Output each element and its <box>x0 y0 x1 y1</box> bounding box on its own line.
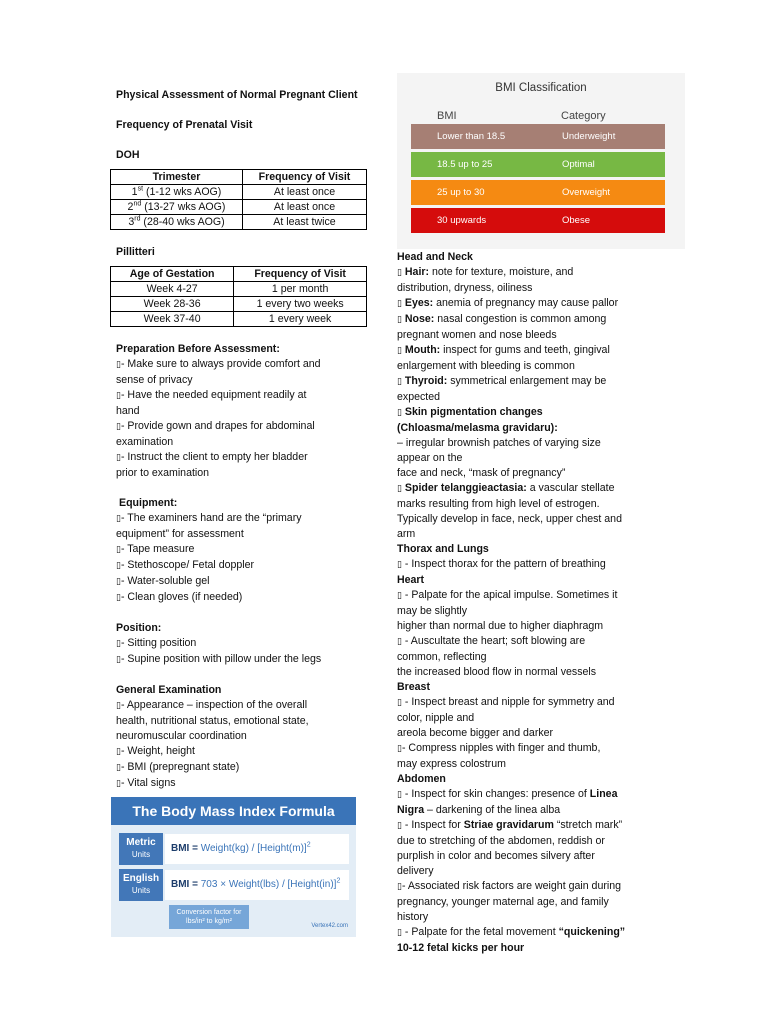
bullet-icon: ▯ <box>397 560 402 570</box>
list-item: appear on the <box>397 452 463 464</box>
list-item: enlargement with bleeding is common <box>397 360 575 372</box>
list-item: ▯- Compress nipples with finger and thumb, <box>397 742 601 754</box>
bullet-icon: ▯ <box>116 701 121 711</box>
list-item: pregnant women and nose bleeds <box>397 329 557 341</box>
bullet-icon: ▯ <box>397 591 402 601</box>
metric-formula: BMI = Weight(kg) / [Height(m)]$^2$ <box>165 834 349 864</box>
left-column <box>116 88 376 792</box>
list-item: ▯- Have the needed equipment readily at <box>116 389 307 401</box>
list-item: ▯- Sitting position <box>116 637 197 649</box>
list-item: – irregular brownish patches of varying size <box>397 437 601 449</box>
table-header-row <box>111 267 367 282</box>
list-item: neuromuscular coordination <box>116 730 247 742</box>
bmi-range: Lower than 18.5 <box>437 131 506 142</box>
bmi-formula-title: The Body Mass Index Formula <box>111 797 356 825</box>
bullet-icon: ▯ <box>397 928 402 938</box>
table-cell: At least once <box>243 185 367 200</box>
bullet-icon: ▯ <box>116 763 121 773</box>
list-item: history <box>397 911 429 923</box>
list-item: ▯ Nose: nasal congestion is common among <box>397 313 607 325</box>
list-item: ▯ - Palpate for the fetal movement “quickening” <box>397 926 626 938</box>
bullet-icon: ▯ <box>397 882 402 892</box>
table-row <box>111 312 367 327</box>
list-item: ▯ - Auscultate the heart; soft blowing are <box>397 635 586 647</box>
list-item: 10-12 fetal kicks per hour <box>397 942 525 954</box>
bmi-formula-image <box>111 797 356 937</box>
bullet-icon: ▯ <box>116 422 121 432</box>
list-item: prior to examination <box>116 467 210 479</box>
list-item: due to stretching of the abdomen, reddish or <box>397 835 605 847</box>
list-item: ▯- Instruct the client to empty her bladder <box>116 451 308 463</box>
list-item: sense of privacy <box>116 374 193 386</box>
table-cell: Week 37-40 <box>111 312 234 327</box>
list-item: may be slightly <box>397 605 468 617</box>
bullet-icon: ▯ <box>397 377 402 387</box>
preparation-list <box>116 357 376 481</box>
list-item: ▯ Mouth: inspect for gums and teeth, gingival <box>397 344 610 356</box>
list-item: common, reflecting <box>397 651 487 663</box>
bullet-icon: ▯ <box>397 821 402 831</box>
bullet-icon: ▯ <box>116 593 121 603</box>
table-header-cell: Trimester <box>111 170 243 185</box>
table-row <box>111 185 367 200</box>
table-header-row <box>111 170 367 185</box>
list-item: areola become bigger and darker <box>397 727 554 739</box>
source-credit: Vertex42.com <box>311 923 348 929</box>
list-item: ▯- Appearance – inspection of the overall <box>116 699 308 711</box>
bmi-category: Underweight <box>562 131 616 142</box>
bullet-icon: ▯ <box>397 315 402 325</box>
table-row <box>111 282 367 297</box>
metric-units-label: Metric Units <box>119 833 163 865</box>
equipment-list <box>116 511 376 606</box>
list-item: purplish in color and becomes silvery after <box>397 850 595 862</box>
bmi-category: Obese <box>562 215 590 226</box>
table-cell: At least twice <box>243 215 367 230</box>
right-items <box>397 265 659 956</box>
list-item: delivery <box>397 865 434 877</box>
bullet-icon: ▯ <box>116 779 121 789</box>
frequency-heading: Frequency of Prenatal Visit <box>116 119 253 131</box>
bullet-icon: ▯ <box>397 637 402 647</box>
table-row <box>111 297 367 312</box>
doh-heading: DOH <box>116 149 140 161</box>
list-item: distribution, dryness, oiliness <box>397 282 533 294</box>
bullet-icon: ▯ <box>116 747 121 757</box>
section-heading: Abdomen <box>397 773 446 785</box>
general-exam-heading: General Examination <box>116 684 222 696</box>
list-item: ▯ - Inspect thorax for the pattern of breathing <box>397 558 606 570</box>
position-heading: Position: <box>116 622 162 634</box>
bullet-icon: ▯ <box>116 577 121 587</box>
bmi-class-row <box>411 124 665 149</box>
bmi-class-row <box>411 152 665 177</box>
bullet-icon: ▯ <box>397 299 402 309</box>
list-item: ▯ Spider telanggieactasia: a vascular stellate <box>397 482 615 494</box>
table-cell: Week 28-36 <box>111 297 234 312</box>
list-item: color, nipple and <box>397 712 475 724</box>
table-cell: At least once <box>243 200 367 215</box>
section-heading: Breast <box>397 681 430 693</box>
table-row <box>111 215 367 230</box>
table-cell: 1 every week <box>234 312 367 327</box>
preparation-heading: Preparation Before Assessment: <box>116 343 280 355</box>
table-cell: 2nd (13-27 wks AOG) <box>111 200 243 215</box>
list-item: ▯- Stethoscope/ Fetal doppler <box>116 559 255 571</box>
bullet-icon: ▯ <box>116 561 121 571</box>
equipment-heading: Equipment: <box>119 497 178 509</box>
bullet-icon: ▯ <box>397 346 402 356</box>
list-item: ▯- Clean gloves (if needed) <box>116 591 243 603</box>
list-item: pregnancy, younger maternal age, and family <box>397 896 609 908</box>
bullet-icon: ▯ <box>116 655 121 665</box>
table-header-cell: Age of Gestation <box>111 267 234 282</box>
pillitteri-heading: Pillitteri <box>116 246 155 258</box>
pillitteri-table <box>110 266 367 327</box>
bmi-range: 25 up to 30 <box>437 187 485 198</box>
bmi-class-row <box>411 208 665 233</box>
list-item: Typically develop in face, neck, upper chest and <box>397 513 622 525</box>
table-row <box>111 200 367 215</box>
list-item: ▯ - Inspect breast and nipple for symmetry and <box>397 696 615 708</box>
list-item: ▯ - Palpate for the apical impulse. Sometimes it <box>397 589 618 601</box>
table-header-cell: Frequency of Visit <box>243 170 367 185</box>
bmi-category: Overweight <box>562 187 611 198</box>
bullet-icon: ▯ <box>397 408 402 418</box>
list-item: expected <box>397 391 440 403</box>
list-item: ▯- BMI (prepregnant state) <box>116 761 240 773</box>
conversion-factor-callout: Conversion factor for lbs/in² to kg/m² <box>169 905 249 929</box>
bullet-icon: ▯ <box>397 790 402 800</box>
position-list <box>116 636 376 668</box>
list-item: equipment” for assessment <box>116 528 244 540</box>
bmi-category: Optimal <box>562 159 595 170</box>
list-item: ▯- Vital signs <box>116 777 176 789</box>
right-column <box>397 250 659 956</box>
head-neck-heading: Head and Neck <box>397 251 473 263</box>
table-cell: 1st (1-12 wks AOG) <box>111 185 243 200</box>
section-heading: Heart <box>397 574 425 586</box>
bmi-column-header: BMI <box>437 110 457 122</box>
list-item: ▯ Eyes: anemia of pregnancy may cause pallor <box>397 297 619 309</box>
english-units-label: English Units <box>119 869 163 901</box>
list-item: ▯ Thyroid: symmetrical enlargement may be <box>397 375 607 387</box>
bmi-range: 18.5 up to 25 <box>437 159 493 170</box>
list-item: ▯- Associated risk factors are weight gain during <box>397 880 621 892</box>
bullet-icon: ▯ <box>116 360 121 370</box>
list-item: ▯- Supine position with pillow under the legs <box>116 653 322 665</box>
bullet-icon: ▯ <box>397 698 402 708</box>
bmi-range: 30 upwards <box>437 215 487 226</box>
list-item: higher than normal due to higher diaphragm <box>397 620 604 632</box>
list-item: examination <box>116 436 174 448</box>
list-item: (Chloasma/melasma gravidaru): <box>397 422 558 434</box>
list-item: may express colostrum <box>397 758 506 770</box>
list-item: the increased blood flow in normal vessels <box>397 666 597 678</box>
table-cell: 1 every two weeks <box>234 297 367 312</box>
english-formula: BMI = 703 × Weight(lbs) / [Height(in)]$^2$ <box>165 870 349 900</box>
list-item: ▯- The examiners hand are the “primary <box>116 512 302 524</box>
bullet-icon: ▯ <box>116 514 121 524</box>
list-item: health, nutritional status, emotional state, <box>116 715 309 727</box>
bullet-icon: ▯ <box>397 484 402 494</box>
list-item: ▯- Tape measure <box>116 543 195 555</box>
list-item: ▯- Weight, height <box>116 745 195 757</box>
document-title: Physical Assessment of Normal Pregnant Client <box>116 89 358 101</box>
table-cell: 3rd (28-40 wks AOG) <box>111 215 243 230</box>
list-item: ▯- Make sure to always provide comfort and <box>116 358 321 370</box>
list-item: ▯ - Inspect for Striae gravidarum “stretch mark” <box>397 819 623 831</box>
list-item: ▯ - Inspect for skin changes: presence of Linea <box>397 788 618 800</box>
table-cell: 1 per month <box>234 282 367 297</box>
bullet-icon: ▯ <box>116 545 121 555</box>
list-item: ▯- Provide gown and drapes for abdominal <box>116 420 315 432</box>
bmi-classification-image <box>397 73 685 249</box>
bmi-classification-title: BMI Classification <box>495 82 587 94</box>
general-exam-list <box>116 698 376 792</box>
list-item: face and neck, “mask of pregnancy” <box>397 467 566 479</box>
bmi-class-row <box>411 180 665 205</box>
category-column-header: Category <box>561 110 606 122</box>
list-item: marks resulting from high level of estrogen. <box>397 498 600 510</box>
list-item: arm <box>397 528 416 540</box>
doh-table <box>110 169 367 230</box>
bullet-icon: ▯ <box>116 639 121 649</box>
section-heading: Thorax and Lungs <box>397 543 489 555</box>
list-item: ▯ Hair: note for texture, moisture, and <box>397 266 574 278</box>
list-item: hand <box>116 405 140 417</box>
list-item: ▯- Water-soluble gel <box>116 575 210 587</box>
bullet-icon: ▯ <box>397 268 402 278</box>
list-item: Nigra – darkening of the linea alba <box>397 804 561 816</box>
list-item: ▯ Skin pigmentation changes <box>397 406 543 418</box>
bullet-icon: ▯ <box>397 744 402 754</box>
bullet-icon: ▯ <box>116 391 121 401</box>
bullet-icon: ▯ <box>116 453 121 463</box>
table-header-cell: Frequency of Visit <box>234 267 367 282</box>
table-cell: Week 4-27 <box>111 282 234 297</box>
